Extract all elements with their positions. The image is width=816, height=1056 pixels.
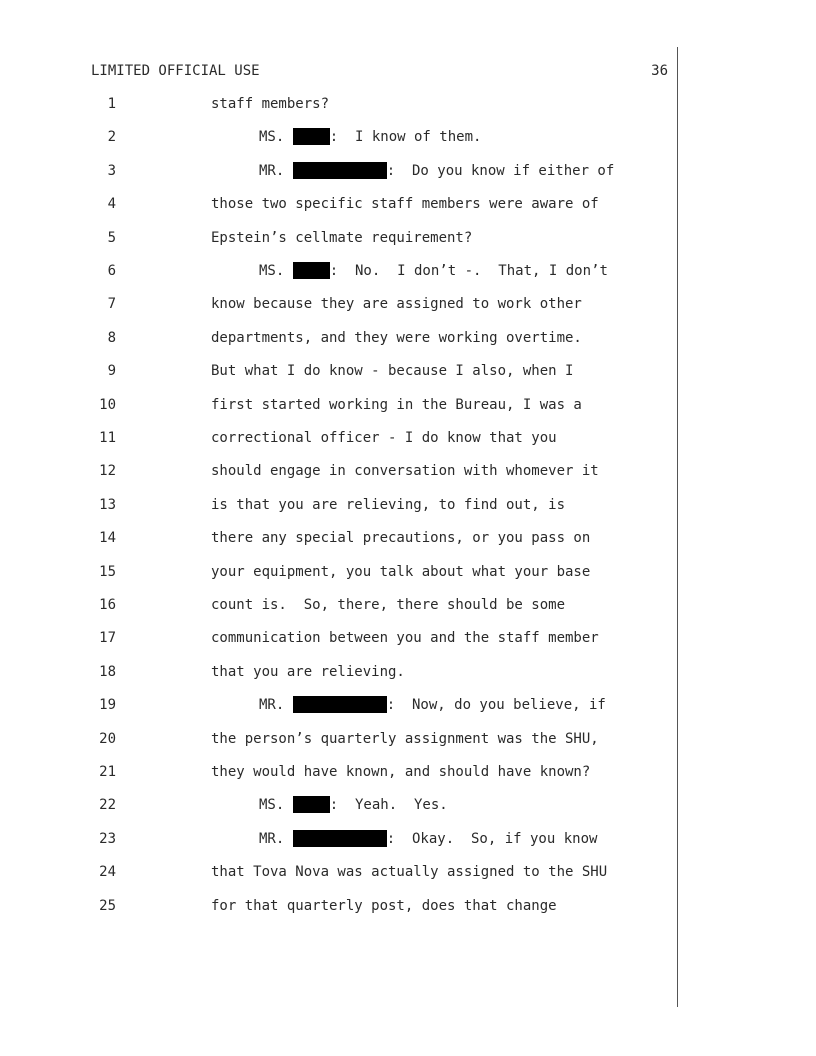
line-number: 7 [107,296,116,313]
transcript-line [0,596,700,614]
line-text: they would have known, and should have known? [211,764,591,780]
line-number: 9 [107,363,116,380]
line-number: 12 [99,463,116,480]
speaker-title: MR. [259,830,293,847]
transcript-line [0,128,700,146]
line-number: 20 [99,730,116,747]
speaker-statement: : Now, do you believe, if [386,697,606,714]
speaker-line [259,262,608,280]
transcript-line [0,362,700,380]
line-text: Epstein’s cellmate requirement? [211,229,473,246]
line-number: 23 [99,830,116,847]
redaction-block [293,796,330,813]
line-number: 25 [99,897,116,914]
redaction-block [293,128,330,145]
transcript-line [0,696,700,714]
transcript-line [0,229,700,247]
line-number: 24 [99,864,116,881]
transcript-line [0,262,700,280]
line-number: 8 [107,329,116,346]
line-text: that you are relieving. [211,663,405,680]
line-number: 1 [107,96,116,112]
speaker-title: MS. [259,263,293,279]
line-number: 22 [99,797,116,814]
line-number: 19 [99,697,116,714]
speaker-title: MR. [259,162,293,179]
line-number: 4 [107,196,116,213]
line-text: But what I do know - because I also, when I [211,363,574,380]
line-text: departments, and they were working overtime. [211,329,582,346]
transcript-line [0,663,700,681]
transcript-line [0,95,700,113]
line-number: 11 [99,430,116,446]
line-number: 2 [107,129,116,146]
line-text: staff members? [211,96,330,112]
line-text: the person’s quarterly assignment was the SHU, [211,730,599,747]
classification-header: LIMITED OFFICIAL USE [91,63,260,79]
transcript-line [0,295,700,313]
page-number: 36 [651,63,668,79]
redaction-block [293,162,387,179]
line-text: should engage in conversation with whomever it [211,463,599,480]
transcript-line [0,796,700,814]
transcript-line [0,529,700,547]
redaction-block [293,262,330,279]
transcript-line [0,629,700,647]
speaker-line [259,696,606,714]
redaction-block [293,696,387,713]
transcript-line [0,396,700,414]
line-text: communication between you and the staff member [211,630,599,647]
speaker-title: MR. [259,697,293,714]
transcript-line [0,195,700,213]
line-text: those two specific staff members were aware of [211,196,599,213]
speaker-statement: : I know of them. [329,129,482,146]
line-text: for that quarterly post, does that change [211,897,557,914]
transcript-line [0,563,700,581]
redaction-block [293,830,387,847]
line-number: 16 [99,597,116,613]
transcript-line [0,496,700,514]
line-number: 15 [99,563,116,580]
transcript-line [0,329,700,347]
line-number: 13 [99,496,116,513]
line-text: first started working in the Bureau, I was a [211,396,582,413]
transcript-line [0,830,700,848]
line-number: 17 [99,630,116,647]
line-text: count is. So, there, there should be some [211,597,566,613]
speaker-statement: : Okay. So, if you know [386,830,598,847]
line-text: correctional officer - I do know that you [211,430,557,446]
transcript-line [0,897,700,915]
transcript-line [0,730,700,748]
speaker-statement: : Yeah. Yes. [329,797,448,814]
speaker-title: MS. [259,129,293,146]
line-number: 3 [107,162,116,179]
transcript-line [0,763,700,781]
line-number: 21 [99,764,116,780]
line-text: your equipment, you talk about what your base [211,563,591,580]
speaker-title: MS. [259,797,293,814]
speaker-line [259,830,597,848]
line-text: that Tova Nova was actually assigned to the SHU [211,864,608,881]
speaker-line [259,128,481,146]
speaker-line [259,796,448,814]
transcript-line [0,863,700,881]
line-number: 18 [99,663,116,680]
transcript-line [0,429,700,447]
speaker-statement: : No. I don’t -. That, I don’t [329,263,608,279]
line-number: 10 [99,396,116,413]
transcript-line [0,162,700,180]
transcript-line [0,462,700,480]
line-number: 6 [107,263,116,279]
line-number: 5 [107,229,116,246]
line-number: 14 [99,530,116,547]
speaker-statement: : Do you know if either of [386,162,615,179]
line-text: is that you are relieving, to find out, is [211,496,566,513]
line-text: there any special precautions, or you pass on [211,530,591,547]
line-text: know because they are assigned to work other [211,296,582,313]
speaker-line [259,162,614,180]
